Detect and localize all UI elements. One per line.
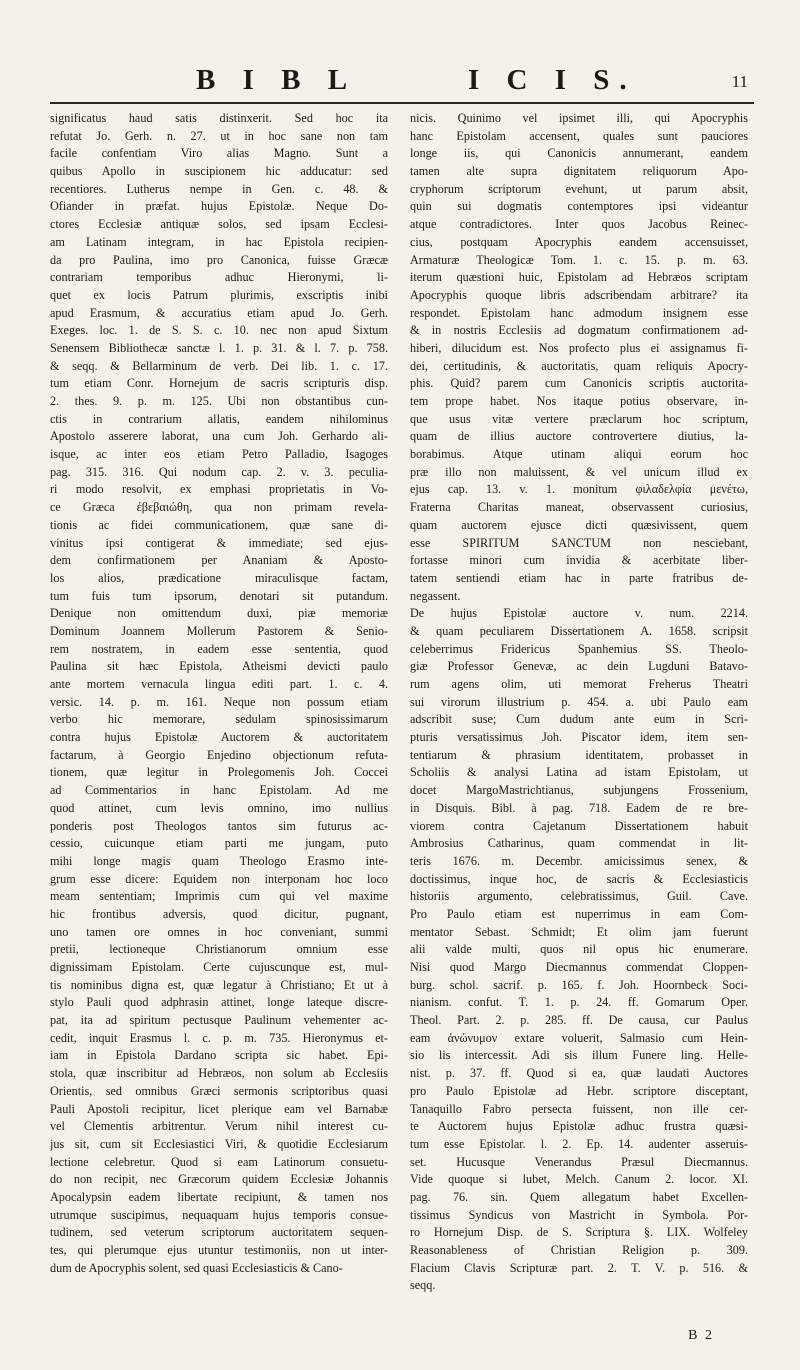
text-line: viorem contra Cajetanum Dissertationem habuit	[410, 818, 748, 833]
text-line: tionis ac fidei communicationem, quæ sane di-	[50, 517, 388, 532]
text-line: tum fuis tum ipsorum, denotari sit putandum.	[50, 588, 388, 603]
signature-mark: B 2	[688, 1328, 714, 1343]
text-line: verbo hic memorare, sedulam spinosissimarum	[50, 712, 388, 727]
text-line: uno tamen ore omnes in hoc conveniant, summi	[50, 924, 388, 939]
text-line: los alios, prædicatione miraculisque factam,	[50, 570, 388, 585]
text-line: Dominum Joannem Mollerum Pastorem & Senio-	[50, 623, 388, 638]
text-line: mentator Sebast. Schmidt; Et olim jam fuerunt	[410, 924, 748, 939]
header-rule	[50, 102, 754, 104]
text-line: ponderis post Theologos tantos sim futurus ac-	[50, 818, 388, 833]
text-line: Pro Paulo etiam est nuperrimus in eam Com-	[410, 906, 748, 921]
text-line: negassent.	[410, 588, 461, 603]
text-line: præ illo non maluissent, & vel unicum illud ex	[410, 464, 748, 479]
text-line: stola, quæ inscribitur ad Hebræos, non solum ab Ecclesiis	[50, 1066, 388, 1081]
text-line: tionem, quæ legitur in Prolegomenis Joh. Coccei	[50, 765, 388, 780]
text-line: tatem sentiendi etiam hac in parte fratribus de-	[410, 570, 748, 585]
text-line: tes, qui plerumque ejus utuntur testimoniis, non ut inter-	[50, 1243, 388, 1257]
text-line: recentiores. Lutherus nempe in Gen. c. 48. &	[50, 181, 388, 196]
text-line: sui virorum illustrium p. 454. a. ubi Paulo eam	[410, 694, 748, 709]
text-line: quam de illius auctore controvertere diutius, la-	[410, 429, 748, 444]
text-line: Paulina sit hæc Epistola, Atheismi devicti paulo	[50, 659, 388, 674]
text-line: iterum quæstioni huic, Epistolam ad Hebræos scriptam	[410, 270, 748, 285]
text-line: te Auctorem hujus Epistolæ adhuc frustra quæsi-	[410, 1119, 748, 1134]
text-line: Orientis, sed omnibus Græci sermonis scriptoribus quasi	[50, 1083, 388, 1098]
text-line: doctissimus, inque hoc, de sacris & Ecclesiasticis	[410, 871, 748, 886]
text-line: facile confentiam Viro alias Magno. Sunt a	[50, 146, 388, 161]
text-line: utrumque suscipimus, nequaquam hujus temporis consue-	[50, 1207, 388, 1222]
text-line: pretii, lectioneque Christianorum omnium esse	[50, 942, 388, 957]
text-line: esse SPIRITUM SANCTUM non nesciebant,	[410, 535, 748, 550]
text-line: quet ex locis Patrum plurimis, exscriptis inibi	[50, 287, 388, 302]
text-line: tudinem, sed veterum scriptorum auctoritatem sequen-	[50, 1225, 388, 1240]
text-line: Theol. Part. 2. p. 285. ff. De causa, cur Paulus	[410, 1013, 748, 1028]
text-line: eam ἀνώνυμον extare voluerit, Salmasio cum Hein-	[410, 1030, 748, 1045]
text-line: dem confirmationem per Ananiam & Aposto-	[50, 553, 388, 568]
page-number: 11	[731, 72, 748, 91]
text-line: Scholiis & analysi Latina ad istam Epistolam, ut	[410, 765, 748, 780]
text-line: tissimus Syndicus von Mastricht in Symbola. Por-	[410, 1207, 748, 1222]
text-line: pro Paulo Epistolæ ad Hebr. scriptore disceptant,	[410, 1083, 748, 1098]
text-line: tamen alte supra dignitatem reliquorum Apo-	[410, 164, 748, 179]
text-line: ro Hornejum Disp. de S. Scriptura §. LIX. Wolfeley	[410, 1225, 748, 1240]
text-line: nist. p. 37. ff. Quod si ea, quæ laudati Auctores	[410, 1066, 748, 1081]
text-line: refutat Jo. Gerh. n. 27. ut in hoc sane non tam	[50, 128, 388, 143]
text-line: Apocryphis quoque libris adscribendam arbitrare? ita	[410, 287, 748, 302]
text-line: vinitus ipsi contigerat & immediate; sed ejus-	[50, 535, 388, 550]
text-line: in Disquis. Bibl. à pag. 718. Eadem de re bre-	[410, 800, 748, 815]
text-line: adscribit suse; Cum dudum ante eum in Scri-	[410, 712, 748, 727]
text-line: tum etiam Conr. Hornejum de sacris scripturis disp.	[50, 376, 388, 391]
text-line: & seqq. & Bellarminum de verb. Dei lib. 1. c. 17.	[50, 358, 388, 373]
text-line: nianism. confut. T. 1. p. 24. ff. Gomarum Oper.	[410, 995, 748, 1010]
text-line: teris 1676. m. Decembr. amicissimus senex, &	[410, 853, 748, 868]
text-line: Ofiander in præfat. hujus Epistolæ. Neque Do-	[50, 199, 388, 214]
text-line: mihi longe magis quam Theologo Erasmo inte-	[50, 853, 388, 868]
text-line: set. Hucusque Venerandus Præsul Diecmannus.	[410, 1154, 748, 1169]
text-line: Flacium Clavis Scripturæ part. 2. T. V. p. 516. &	[410, 1260, 748, 1275]
text-line: Apostolo asserere laborat, una cum Joh. Gerhardo ali-	[50, 429, 388, 444]
text-line: nicis. Quinimo vel ipsimet illi, qui Apocryphis	[410, 111, 748, 125]
text-line: & in nostris Ecclesiis ad dogmatum confirmationem ad-	[410, 323, 748, 338]
text-line: Apocalypsin eadem libertate recipiunt, & tamen nos	[50, 1189, 388, 1204]
text-line: dei, certitudinis, & auctoritatis, quam reliquis Apocry-	[410, 358, 748, 373]
text-line: que usus vitæ vertere præclarum hoc scriptum,	[410, 411, 748, 426]
text-line: ante mortem vernacula lingua editi part. 1. c. 4.	[50, 677, 388, 691]
text-line: contra hujus Epistolæ Auctorem & auctoritatem	[50, 730, 388, 745]
text-line: dum de Apocryphis solent, sed quasi Ecclesiasticis & Cano-	[50, 1260, 343, 1275]
text-line: hanc Epistolam accensent, quales sunt pauciores	[410, 128, 748, 143]
text-line: rum agens olim, uti memorat Freherus Theatri	[410, 677, 748, 691]
text-line: grum esse dicere: Equidem non interponam hoc loco	[50, 871, 388, 886]
text-line: De hujus Epistolæ auctore v. num. 2214.	[410, 606, 748, 621]
text-line: quod attinet, cum levis omnino, imo nullius	[50, 800, 388, 815]
text-line: ce Græca ἐβεβαιώθη, qua non primam revela-	[50, 500, 388, 515]
text-line: Ambrosius Catharinus, quam commendat in lit-	[410, 836, 748, 851]
text-line: docet MargoMastrichtianus, subjungens Frossenium,	[410, 783, 748, 798]
text-line: sio lis intercessit. Adi sis illum Funere ling. Helle-	[410, 1048, 748, 1063]
text-line: cedit, inquit Erasmus l. c. p. m. 735. Hieronymus et-	[50, 1030, 388, 1045]
header-word-right: I C I S.	[468, 64, 637, 96]
text-line: do non recipit, nec Græcorum quidem Ecclesiæ Johannis	[50, 1172, 388, 1187]
text-line: atque contradictores. Inter quos Jacobus Reinec-	[410, 217, 748, 232]
text-line: fortasse minori cum invidia & acerbitate liber-	[410, 553, 748, 568]
text-line: iam in Epistola Dardano scripta sic habet. Epi-	[50, 1048, 388, 1063]
text-line: rem nostratem, in eadem esse sententia, quod	[50, 641, 388, 656]
text-line: celeberrimus Fridericus Spanhemius SS. Theolo-	[410, 641, 748, 656]
right-text-column	[410, 110, 748, 1295]
running-header	[168, 64, 748, 104]
text-line: historiis argumento, celebratissimus, Guil. Cave.	[410, 889, 748, 904]
text-line: ctores Ecclesiæ antiquæ solos, sed ipsam Ecclesi-	[50, 217, 388, 232]
left-text-column	[50, 110, 388, 1277]
text-line: quin sui dogmatis contemptores ipsi videantur	[410, 199, 748, 214]
text-line: versic. 14. p. m. 161. Neque non possum etiam	[50, 694, 388, 709]
text-line: pturis versatissimus Joh. Piscator idem, item sen-	[410, 730, 748, 745]
header-word-left: B I B L	[196, 64, 358, 96]
text-line: ri modo resolvit, ex emphasi proprietatis in Vo-	[50, 482, 388, 497]
text-line: Reasonableness of Christian Religion p. 309.	[410, 1243, 748, 1257]
text-line: alii valde multi, quos nil opus hic enumerare.	[410, 942, 748, 957]
text-line: pag. 315. 316. Qui nodum cap. 2. v. 3. peculia-	[50, 464, 388, 479]
text-line: cryphorum scriptorum evehunt, ut parum absit,	[410, 181, 748, 196]
text-line: factarum, à Georgio Enjedino objectionum refuta-	[50, 747, 388, 762]
text-line: Senensem Bibliothecæ sanctæ l. 1. p. 31. & l. 7. p. 758.	[50, 340, 388, 355]
text-line: stylo Pauli quod adphrasin attinet, longe lateque discre-	[50, 995, 388, 1010]
text-line: contrariam temporibus adhuc Hieronymi, li-	[50, 270, 388, 285]
text-line: ejus cap. 13. v. 1. monitum φιλαδελφία μενέτω,	[410, 482, 748, 497]
text-line: quam auctorem ejusce dicti quæsivissent, quem	[410, 517, 748, 532]
text-line: phis. Quid? parem cum Canonicis scriptis auctorita-	[410, 376, 748, 391]
text-line: 2. thes. 9. p. m. 125. Ubi non obstantibus cun-	[50, 394, 388, 408]
text-line: Fraterna Charitas maneat, observassent curiosius,	[410, 500, 748, 515]
text-line: am Latinam integram, in hac Epistola recipien-	[50, 234, 388, 249]
text-line: Armaturæ Theologicæ Tom. 1. c. 15. p. m. 63.	[410, 252, 748, 267]
text-line: tis nominibus digna est, quæ legatur à Christiano; Et ut à	[50, 977, 388, 992]
text-line: pat, ita ad spiritum pectusque Paulinum vehementer ac-	[50, 1013, 388, 1028]
text-line: cessio, cuicunque etiam parti me jungam, puto	[50, 836, 388, 851]
text-line: & quam peculiarem Dissertationem A. 1658. scripsit	[410, 623, 748, 638]
text-line: ad Commentarios in hanc Epistolam. Ad me	[50, 783, 388, 798]
text-line: tum esse Epistolar. l. 2. Ep. 14. audenter asseruis-	[410, 1136, 748, 1151]
text-line: giæ Professor Genevæ, ac dein Lugduni Batavo-	[410, 659, 748, 674]
text-line: jus sit, cum sit Ecclesiastici Viri, & quotidie Ecclesiarum	[50, 1136, 388, 1151]
text-line: cius, postquam Apocryphis eandem accensuisset,	[410, 234, 748, 249]
text-line: meam sententiam; Imprimis cum qui vel maxime	[50, 889, 388, 904]
text-line: longe iis, qui Canonicis annumerant, eandem	[410, 146, 748, 161]
text-line: hiberi, dilucidum est. Nos profecto plus ei assignamus fi-	[410, 340, 748, 355]
text-line: tem prope habet. Nos itaque potius observare, in-	[410, 394, 748, 408]
text-line: Pauli Apostoli recipitur, licet plerique eam vel Barnabæ	[50, 1101, 388, 1116]
text-line: vel Clementis arbitrentur. Verum nihil interest cu-	[50, 1119, 388, 1134]
text-line: respondet. Epistolam hanc admodum insignem esse	[410, 305, 748, 320]
text-line: dignissimam Epistolam. Certe cujuscunque est, mul-	[50, 960, 388, 974]
text-line: Tanaquillo Fabro persecta fuissent, non ille cer-	[410, 1101, 748, 1116]
text-line: pag. 76. sin. Quem allegatum habet Excellen-	[410, 1189, 748, 1204]
text-line: isque, ac inter eos etiam Petro Palladio, Isagoges	[50, 447, 388, 462]
text-line: Exeges. loc. 1. de S. S. c. 10. nec non apud Sixtum	[50, 323, 388, 338]
text-line: Vide quoque si lubet, Melch. Canum 2. locor. XI.	[410, 1172, 748, 1187]
text-line: significatus haud satis distinxerit. Sed hoc ita	[50, 111, 388, 125]
text-line: tentiarum & phrasium identitatem, probasset in	[410, 747, 748, 762]
text-line: apud Erasmum, & accuratius etiam apud Jo. Gerh.	[50, 305, 388, 320]
text-line: borabimus. Atque utinam aliqui eorum hoc	[410, 447, 748, 462]
text-line: Denique non omittendum duxi, piæ memoriæ	[50, 606, 388, 621]
text-line: seqq.	[410, 1278, 436, 1293]
text-line: ctis in contrarium allatis, eandem nihilominus	[50, 411, 388, 426]
book-page	[50, 62, 754, 1352]
text-line: hic frontibus adversis, quod dicitur, pugnant,	[50, 906, 388, 921]
text-line: burg. schol. sacrif. p. 165. f. Joh. Hoornbeck Soci-	[410, 977, 748, 992]
text-line: lectione celebretur. Quod si eam Latinorum consuetu-	[50, 1154, 388, 1169]
text-line: da pro Paulina, imo pro Canonica, fuisse Græcæ	[50, 252, 388, 267]
text-line: Nisi quod Margo Diecmannus commendat Cloppen-	[410, 960, 748, 974]
text-line: quibus Apollo in suscipionem hic adducatur: sed	[50, 164, 388, 179]
